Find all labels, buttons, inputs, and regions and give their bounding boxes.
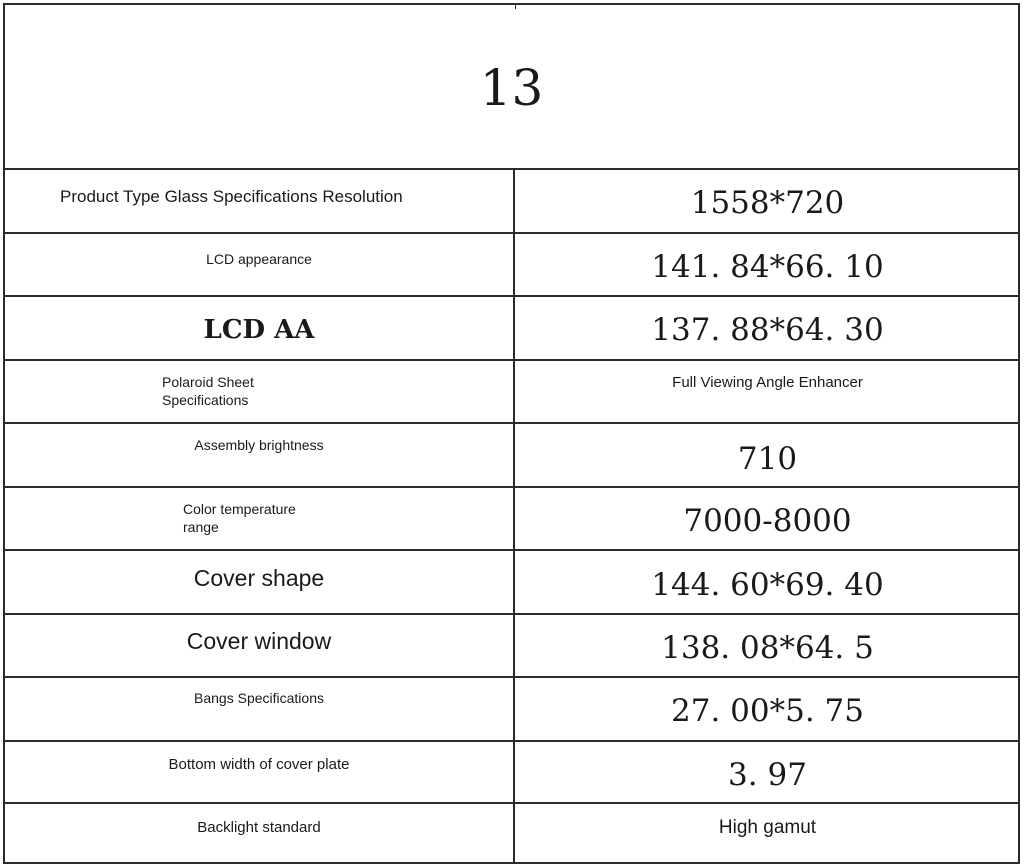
table-row: [5, 551, 1018, 615]
row-label: Polaroid Sheet Specifications: [162, 374, 254, 408]
table-row: [5, 488, 1018, 551]
row-label: Assembly brightness: [194, 437, 324, 453]
row-label: Color temperature range: [183, 501, 296, 535]
table-row: [5, 615, 1018, 678]
row-value: High gamut: [718, 817, 817, 838]
spec-table: [3, 3, 1020, 864]
row-label: Backlight standard: [197, 819, 321, 836]
title-row: [5, 5, 1018, 170]
row-label: Bottom width of cover plate: [168, 756, 350, 773]
row-value: 3. 97: [728, 757, 807, 793]
row-value: 137. 88*64. 30: [651, 312, 884, 348]
table-row: [5, 234, 1018, 297]
row-label: LCD appearance: [206, 251, 312, 267]
table-title: 13: [479, 59, 544, 117]
row-value: 144. 60*69. 40: [651, 567, 884, 603]
table-row: [5, 297, 1018, 361]
table-row: [5, 678, 1018, 742]
column-divider: [513, 170, 515, 864]
table-row: [5, 361, 1018, 424]
table-row: [5, 170, 1018, 234]
row-value: 710: [737, 441, 798, 477]
row-label: Bangs Specifications: [194, 690, 324, 706]
table-row: [5, 804, 1018, 862]
row-value: 7000-8000: [683, 503, 852, 539]
table-row: [5, 742, 1018, 804]
row-value: 1558*720: [690, 185, 845, 221]
title-divider-stub: [515, 5, 516, 9]
row-value: 138. 08*64. 5: [661, 630, 874, 666]
row-label: Cover shape: [193, 565, 325, 591]
row-value: Full Viewing Angle Enhancer: [672, 374, 863, 391]
row-label: Cover window: [186, 628, 332, 654]
row-label: LCD AA: [203, 315, 315, 345]
row-label: Product Type Glass Specifications Resolution: [60, 187, 403, 206]
row-value: 141. 84*66. 10: [651, 249, 884, 285]
table-row: [5, 424, 1018, 488]
row-value: 27. 00*5. 75: [671, 693, 864, 729]
